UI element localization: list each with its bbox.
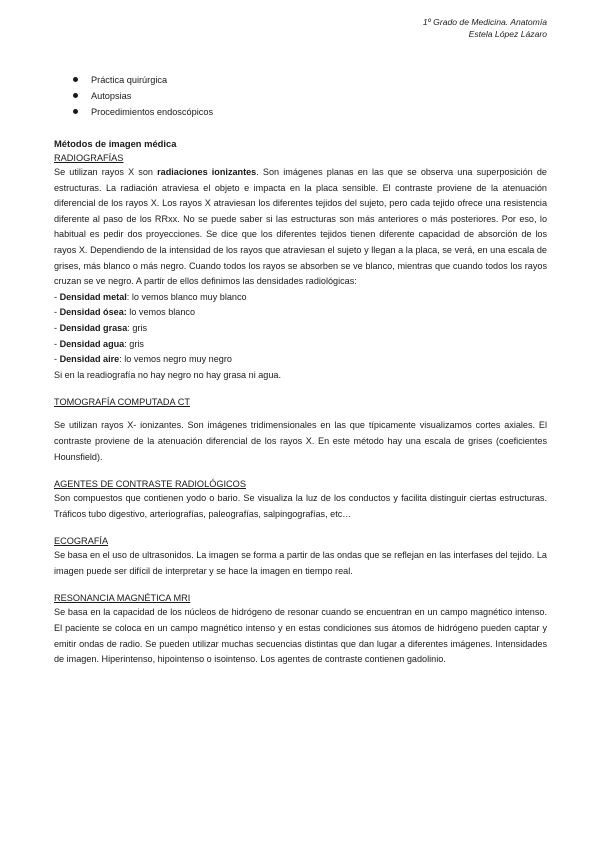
- density-item: - Densidad agua: gris: [54, 338, 144, 349]
- paragraph-ecografia: Se basa en el uso de ultrasonidos. La imagen se forma a partir de las ondas que se reflejan en las interfases del tejido. La imagen puede ser difícil de interpretar y se hace la imagen en tiempo real.: [54, 550, 547, 576]
- heading-ecografia: ECOGRAFÍA: [54, 536, 109, 547]
- density-item: - Densidad metal: lo vemos blanco muy blanco: [54, 291, 247, 302]
- paragraph-tomografia: Se utilizan rayos X- ionizantes. Son imágenes tridimensionales en las que típicamente visualizamos cortes axiales. El contraste proviene de la atenuación diferencial de los rayos X. En este método hay una escala de grises (coeficientes Hounsfield).: [54, 420, 547, 462]
- list-item: Autopsias: [70, 88, 213, 104]
- heading-radiografias: RADIOGRAFÍAS: [54, 153, 124, 163]
- page-header: [423, 16, 547, 40]
- density-item: - Densidad aire: lo vemos negro muy negro: [54, 354, 232, 365]
- paragraph-radiografias: Se utilizan rayos X son radiaciones ionizantes. Son imágenes planas en las que se observa una superposición de estructuras. La radiación atraviesa el objeto e impacta en la placa sensible. El contraste proviene de la atenuación diferencial de los rayos X. Los rayos X atraviesan los diferentes tejidos del sujeto, pero cada tejido ofrece una resistencia diferente al paso de los RRxx. No se puede saber si las estructuras son más anteriores o más posteriores. Por eso, lo habitual es pedir dos proyecciones. Se dice que los diferentes tejidos tienen diferente capacidad de absorción de los rayos X. Dependiendo de la intensidad de los rayos que atraviesan el sujeto y llegan a la placa, se verá, en una escala de grises, más blanco o más negro. Cuando todos los rayos se absorben se ve blanco, mientras que cuando todos los rayos cruzan se ve negro. A partir de ellos definimos las densidades radiológicas:: [54, 167, 547, 287]
- bullet-list: [70, 72, 213, 120]
- header-author: Estela López Lázaro: [468, 29, 547, 39]
- heading-resonancia: RESONANCIA MAGNÉTICA MRI: [54, 593, 191, 604]
- list-item: Procedimientos endoscópicos: [70, 104, 213, 120]
- heading-contraste: AGENTES DE CONTRASTE RADIOLÓGICOS: [54, 479, 246, 490]
- density-item: - Densidad grasa: gris: [54, 322, 148, 333]
- paragraph-contraste: Son compuestos que contienen yodo o bario. Se visualiza la luz de los conductos y facilita distinguir ciertas estructuras. Tráficos tubo digestivo, arteriografías, paleografías, salpingografías, etc…: [54, 493, 547, 519]
- section-title: Métodos de imagen médica: [54, 138, 177, 149]
- list-item: Práctica quirúrgica: [70, 72, 213, 88]
- radiografia-note: Si en la readiografía no hay negro no hay grasa ni agua.: [54, 369, 281, 380]
- document-body: [54, 137, 547, 668]
- heading-tomografia: TOMOGRAFÍA COMPUTADA CT: [54, 397, 190, 408]
- density-item: - Densidad ósea: lo vemos blanco: [54, 307, 196, 318]
- header-course: 1º Grado de Medicina. Anatomía: [422, 17, 547, 27]
- bold-term: radiaciones ionizantes: [157, 167, 257, 177]
- paragraph-resonancia: Se basa en la capacidad de los núcleos de hidrógeno de resonar cuando se encuentran en un campo magnético intenso. El paciente se coloca en un campo magnético intenso y en estas condiciones sus átomos de hidrógeno pueden captar y emitir ondas de radio. Se pueden utilizar muchas secuencias distintas que dan lugar a diferentes imágenes. Intensidades de imagen. Hiperintenso, hipointenso o isointenso. Los agentes de contraste contienen gadolinio.: [54, 607, 547, 665]
